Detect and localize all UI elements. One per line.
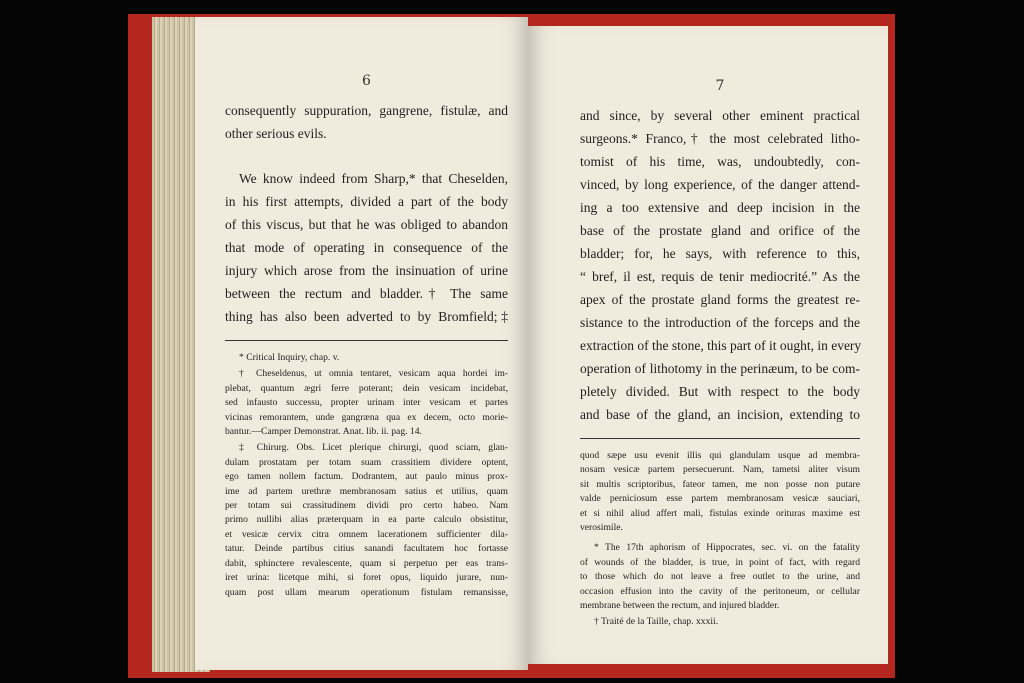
footnote-line: † Cheseldenus, ut omnia tentaret, vesicam aqua hordei im- bbox=[239, 368, 508, 380]
text-line: that mode of operating in consequence of the bbox=[225, 240, 508, 255]
footnote-line: occasion effusion into the cavity of the peritoneum, or cellular bbox=[580, 585, 860, 597]
footnote-divider bbox=[225, 340, 508, 341]
footnote bbox=[225, 351, 508, 365]
text-line: between the rectum and bladder.† The same bbox=[225, 286, 508, 301]
text-line: ing a too extensive and deep incision in the bbox=[580, 200, 860, 215]
footnote-continuation bbox=[580, 449, 860, 535]
footnote-line: ‡ Chirurg. Obs. Licet plerique chirurgi, quod sciam, glan- bbox=[239, 442, 508, 454]
footnote-divider bbox=[580, 438, 860, 439]
text-line: and base of the gland, an incision, extending to bbox=[580, 407, 860, 422]
text-line: thing has also been adverted to by Bromfield;‡ bbox=[225, 309, 508, 324]
footnote bbox=[225, 441, 508, 599]
footnote-line: to those which do not leave a free outlet to the urine, and bbox=[580, 571, 860, 583]
footnote-line: per totam sui crassitudinem dividi pro certo habeo. Nam bbox=[225, 500, 508, 512]
page-number: 6 bbox=[362, 73, 371, 89]
text-line: in his first attempts, divided a part of the body bbox=[225, 194, 508, 209]
text-line: consequently suppuration, gangrene, fistulæ, and bbox=[225, 103, 508, 118]
text-line: pletely divided. But with respect to the body bbox=[580, 384, 860, 399]
text-line: sistance to the introduction of the forceps and the bbox=[580, 315, 860, 330]
footnote-line: valde perniciosum esse partem membranosam vesicæ sauciari, bbox=[580, 493, 860, 505]
page-number: 7 bbox=[715, 78, 725, 94]
footnote-line: ime ad partem urethræ membranosam satius et utilius, quam bbox=[225, 485, 508, 497]
right-paragraph-1 bbox=[580, 104, 860, 426]
text-line: vinced, by long experience, of the danger attend- bbox=[580, 177, 860, 192]
footnote-line: iret urina: licetque mihi, si foret opus, liquido jurare, nun- bbox=[225, 572, 508, 584]
left-page bbox=[195, 17, 528, 670]
footnote-line: membrane between the rectum, and injured bladder. bbox=[580, 600, 780, 612]
text-line: tomist of his time, was, undoubtedly, con- bbox=[580, 154, 860, 169]
right-page bbox=[528, 26, 888, 664]
footnote bbox=[580, 615, 860, 629]
text-line: other serious evils. bbox=[225, 126, 327, 141]
footnote-line: tatur. Deinde partibus citius sanandi facultatem hoc fortasse bbox=[225, 543, 508, 555]
text-line: injury which arose from the insinuation of urine bbox=[225, 263, 508, 278]
footnote-line: ego tamen nollem factum. Dodrantem, aut paulo minus prox- bbox=[225, 471, 508, 483]
footnote-line: et vesicæ cervix citra omnem lacerationem sufficienter dila- bbox=[225, 528, 508, 540]
footnote-line: † Traité de la Taille, chap. xxxii. bbox=[594, 616, 719, 628]
footnote-line: sed infausto successu, propter urinam inter vesicam et partes bbox=[225, 397, 508, 409]
text-line: and since, by several other eminent practical bbox=[580, 108, 860, 123]
left-paragraph-2 bbox=[225, 167, 508, 328]
text-line: apex of the prostate gland forms the greatest re- bbox=[580, 292, 860, 307]
text-line: surgeons.* Franco,† the most celebrated litho- bbox=[580, 131, 860, 146]
text-line: of this viscus, but that he was obliged to abandon bbox=[225, 217, 508, 232]
footnote-line: verosimile. bbox=[580, 522, 623, 534]
footnote-line: plebat, quantum ægri ferre poterant; dein vesicam incidebat, bbox=[225, 382, 508, 394]
left-paragraph-1 bbox=[225, 99, 508, 145]
footnote-line: quam post ullam mearum operationum fistulam remansisse, bbox=[225, 586, 508, 598]
footnote-line: nosam vesicæ partem persecuerunt. Nam, tametsi aliter visum bbox=[580, 464, 860, 476]
footnote bbox=[580, 541, 860, 613]
footnote bbox=[225, 367, 508, 439]
footnote-line: of wounds of the bladder, is true, in point of fact, with regard bbox=[580, 556, 860, 568]
text-line: extraction of the stone, this part of it ought, in every bbox=[580, 338, 862, 353]
footnote-line: * Critical Inquiry, chap. v. bbox=[239, 352, 340, 363]
footnote-line: * The 17th aphorism of Hippocrates, sec. vi. on the fatality bbox=[594, 542, 860, 554]
text-line: “ bref, il est, requis de tenir mediocrité.” As the bbox=[580, 269, 860, 284]
footnote-line: et si nihil aliud affert mali, fistulas exinde orituras maxime est bbox=[580, 507, 860, 519]
footnote-line: bantur.—Camper Demonstrat. Anat. lib. ii. pag. 14. bbox=[225, 426, 422, 438]
footnote-line: dulam prostatam per totam suam crassitiem dividere optent, bbox=[225, 456, 508, 468]
footnote-line: sit multis scriptoribus, fateor tamen, me non posse non putare bbox=[580, 478, 860, 490]
footnote-line: vicinas remorantem, unde gangræna qua ex decem, octo morie- bbox=[225, 411, 508, 423]
text-line: We know indeed from Sharp,* that Cheselden, bbox=[239, 171, 508, 186]
footnote-line: quod sæpe usu evenit illis qui glandulam usque ad membra- bbox=[580, 450, 860, 461]
text-line: bladder; for, he says, with reference to this, bbox=[580, 246, 860, 261]
text-line: operation of lithotomy in the perinæum, to be com- bbox=[580, 361, 860, 376]
footnote-line: primo nullibi alias præterquam in ea parte calculo obsistitur, bbox=[225, 514, 508, 526]
footnote-line: dabit, sphinctere revalescente, quam si perpetuo per eas trans- bbox=[225, 557, 508, 569]
text-line: base of the prostate gland and orifice of the bbox=[580, 223, 860, 238]
